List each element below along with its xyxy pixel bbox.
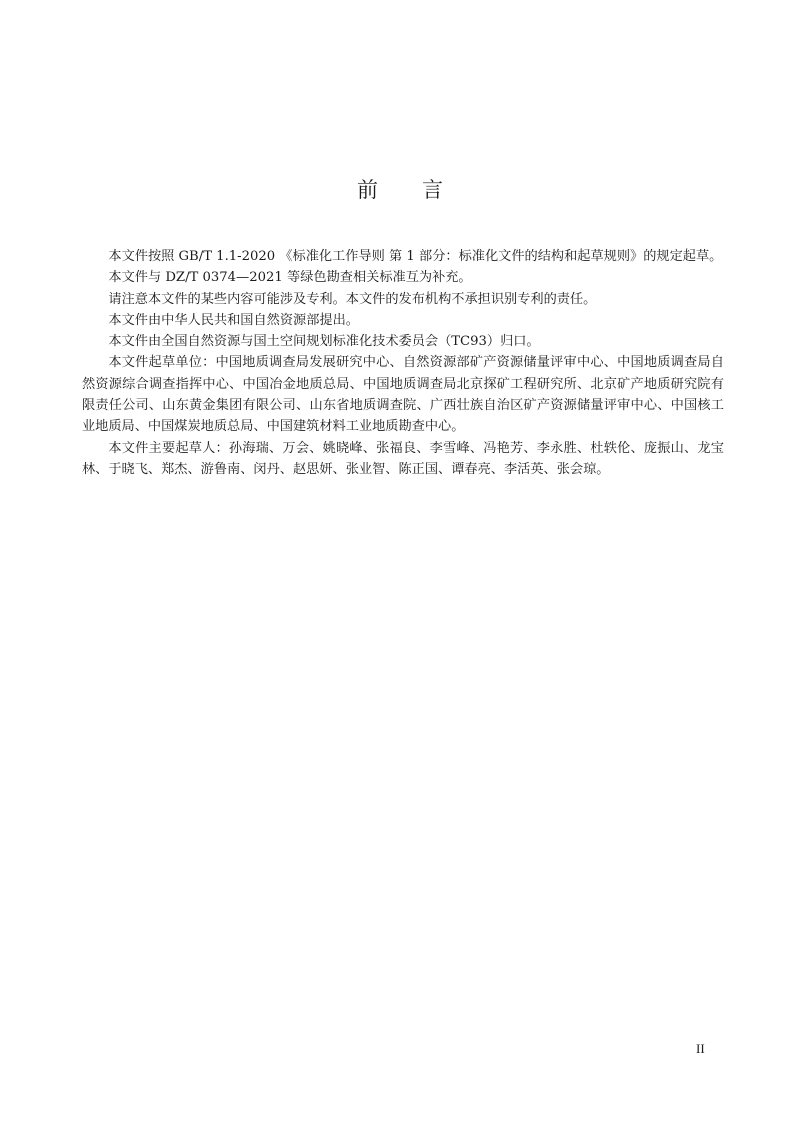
paragraph-main-drafters: 本文件主要起草人：孙海瑞、万会、姚晓峰、张福良、李雪峰、冯艳芳、李永胜、杜轶伦、庞振山、龙宝林、于晓飞、郑杰、游鲁南、闵丹、赵思妍、张业智、陈正国、谭春亮、李活英、张会琼。 bbox=[82, 440, 724, 477]
paragraph-drafting-rules: 本文件按照 GB/T 1.1-2020 《标准化工作导则 第 1 部分：标准化文件的结构和起草规则》的规定起草。 bbox=[108, 249, 723, 264]
page-number: II bbox=[696, 1041, 705, 1056]
paragraph-related-standards: 本文件与 DZ/T 0374—2021 等绿色勘查相关标准互为补充。 bbox=[108, 270, 472, 286]
paragraph-patent-notice: 请注意本文件的某些内容可能涉及专利。本文件的发布机构不承担识别专利的责任。 bbox=[108, 291, 597, 307]
paragraph-proposed-by: 本文件由中华人民共和国自然资源部提出。 bbox=[108, 312, 359, 328]
page-title-part-1: 前 bbox=[357, 178, 378, 202]
page-title bbox=[0, 174, 800, 204]
paragraph-drafting-organizations: 本文件起草单位：中国地质调查局发展研究中心、自然资源部矿产资源储量评审中心、中国地质调查局自然资源综合调查指挥中心、中国冶金地质总局、中国地质调查局北京探矿工程研究所、北京矿产地质研究院有限责任公司、山东黄金集团有限公司、山东省地质调查院、广西壮族自治区矿产资源储量评审中心、中国核工业地质局、中国煤炭地质总局、中国建筑材料工业地质勘查中心。 bbox=[82, 355, 724, 435]
foreword-body bbox=[82, 246, 724, 480]
paragraph-under-jurisdiction: 本文件由全国自然资源与国土空间规划标准化技术委员会（TC93）归口。 bbox=[108, 334, 540, 350]
page-title-part-2: 言 bbox=[422, 178, 443, 202]
